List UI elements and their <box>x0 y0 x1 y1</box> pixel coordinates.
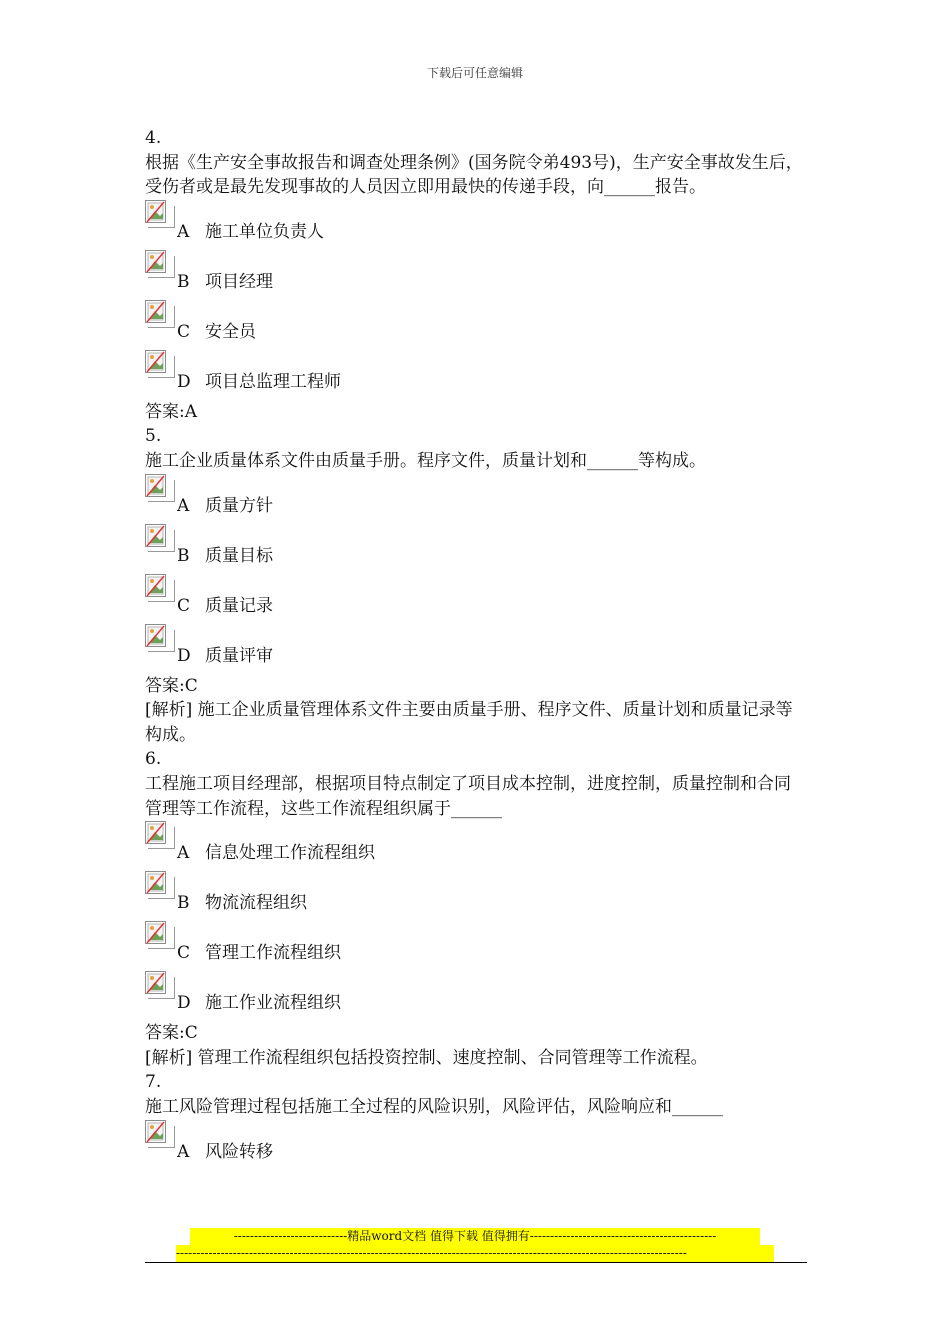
option-text: 物流流程组织 <box>205 893 307 914</box>
broken-image-icon <box>145 821 175 849</box>
broken-image-icon <box>145 921 175 949</box>
option-c[interactable] <box>145 300 807 350</box>
question-stem: 根据《生产安全事故报告和调查处理条例》(国务院令弟493号)，生产安全事故发生后，受伤者或是最先发现事故的人员因立即用最快的传递手段，向______报告。 <box>145 152 803 198</box>
option-c[interactable] <box>145 574 807 624</box>
footer-rule <box>145 1262 807 1263</box>
option-letter: A <box>177 843 190 864</box>
option-letter: C <box>177 321 191 342</box>
option-text: 施工作业流程组织 <box>205 993 341 1014</box>
option-text: 质量记录 <box>205 595 273 616</box>
option-b[interactable] <box>145 250 807 300</box>
option-text: 风险转移 <box>205 1141 273 1162</box>
option-d[interactable] <box>145 624 807 674</box>
broken-image-icon <box>145 624 175 652</box>
broken-image-icon <box>145 574 175 602</box>
option-b[interactable] <box>145 871 807 921</box>
page-header: 下载后可任意编辑 <box>426 66 523 80</box>
option-text: 质量方针 <box>205 495 273 516</box>
broken-image-icon <box>145 1120 175 1148</box>
option-a[interactable] <box>145 474 807 524</box>
option-letter: B <box>177 271 190 292</box>
broken-image-icon <box>145 200 175 228</box>
option-letter: B <box>177 545 190 566</box>
question-number: 7. <box>145 1072 162 1093</box>
answer: 答案:A <box>145 401 198 422</box>
answer: 答案:C <box>145 675 198 696</box>
option-letter: D <box>177 371 191 392</box>
option-a[interactable] <box>145 200 807 250</box>
question-stem: 工程施工项目经理部，根据项目特点制定了项目成本控制，进度控制，质量控制和合同管理等工作流程，这些工作流程组织属于______ <box>145 773 791 819</box>
question-stem: 施工风险管理过程包括施工全过程的风险识别，风险评估，风险响应和______ <box>145 1096 723 1117</box>
option-letter: C <box>177 595 191 616</box>
option-letter: C <box>177 943 191 964</box>
option-text: 项目总监理工程师 <box>205 371 341 392</box>
question-stem: 施工企业质量体系文件由质量手册。程序文件，质量计划和______等构成。 <box>145 450 706 471</box>
option-letter: A <box>177 495 190 516</box>
question-number: 4. <box>145 128 162 148</box>
option-a[interactable] <box>145 821 807 871</box>
document-body <box>145 126 807 1170</box>
footer-dash-line: ------------------------------------------------------------------------------------------------------------------------------ <box>176 1245 774 1262</box>
option-text: 项目经理 <box>205 271 273 292</box>
option-a[interactable] <box>145 1120 807 1170</box>
analysis: [解析] 施工企业质量管理体系文件主要由质量手册、程序文件、质量计划和质量记录等构成。 <box>145 700 793 745</box>
question-number: 6. <box>145 749 162 770</box>
option-letter: D <box>177 993 191 1014</box>
option-text: 信息处理工作流程组织 <box>205 843 375 864</box>
broken-image-icon <box>145 250 175 278</box>
option-letter: A <box>177 221 190 242</box>
broken-image-icon <box>145 474 175 502</box>
option-text: 管理工作流程组织 <box>205 943 341 964</box>
option-letter: D <box>177 645 191 666</box>
broken-image-icon <box>145 971 175 999</box>
option-b[interactable] <box>145 524 807 574</box>
broken-image-icon <box>145 350 175 378</box>
question-number: 5. <box>145 426 162 447</box>
option-text: 安全员 <box>205 321 256 342</box>
option-d[interactable] <box>145 350 807 400</box>
answer: 答案:C <box>145 1023 198 1044</box>
option-letter: A <box>177 1141 190 1162</box>
analysis: [解析] 管理工作流程组织包括投资控制、速度控制、合同管理等工作流程。 <box>145 1047 708 1068</box>
footer-banner: ----------------------------精品word文档 值得下载 值得拥有---------------------------------------------- <box>190 1228 760 1245</box>
option-d[interactable] <box>145 971 807 1021</box>
option-text: 质量目标 <box>205 545 273 566</box>
option-c[interactable] <box>145 921 807 971</box>
broken-image-icon <box>145 871 175 899</box>
option-text: 施工单位负责人 <box>205 221 324 242</box>
broken-image-icon <box>145 300 175 328</box>
option-letter: B <box>177 893 190 914</box>
broken-image-icon <box>145 524 175 552</box>
option-text: 质量评审 <box>205 645 273 666</box>
